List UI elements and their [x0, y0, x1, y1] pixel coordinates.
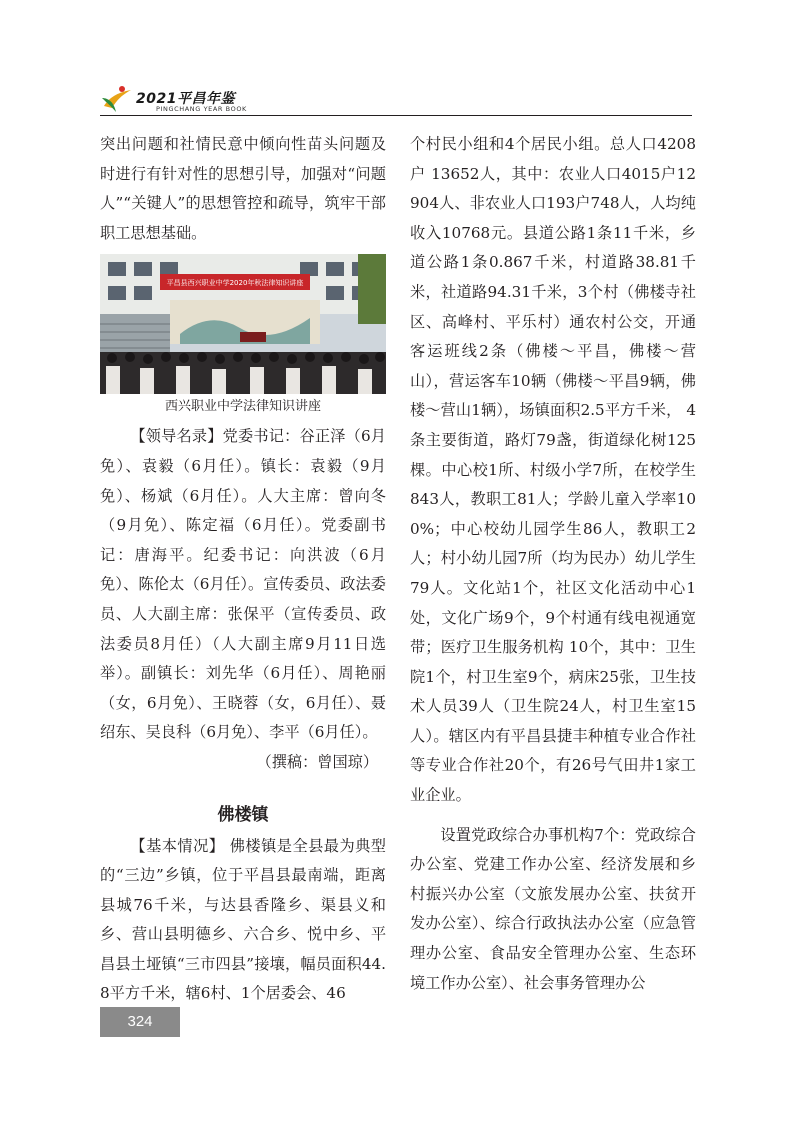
left-column: [100, 130, 386, 1009]
page-number: 324: [100, 1007, 180, 1037]
paragraph-basic-info: 【基本情况】 佛楼镇是全县最为典型的“三边”乡镇，位于平昌县最南端，距离县城76千米，与达县香隆乡、渠县义和乡、营山县明德乡、六合乡、悦中乡、平昌县土垭镇“三市四县”接壤，幅员面积44.8平方千米，辖6村、1个居委会、46: [100, 836, 386, 1003]
section-title: 佛楼镇: [217, 804, 269, 825]
paragraph-institutions: 设置党政综合办事机构7个：党政综合办公室、党建工作办公室、经济发展和乡村振兴办公室（文旅发展办公室、扶贫开发办公室）、综合行政执法办公室（应急管理办公室、食品安全管理办公室、生态环境工作办公室）、社会事务管理办公: [410, 825, 696, 992]
paragraph-leaders: 【领导名录】党委书记：谷正泽（6月免）、袁毅（6月任）。镇长：袁毅（9月免）、杨斌（6月任）。人大主席：曾向冬（9月免）、陈定福（6月任）。党委副书记：唐海平。纪委书记：向洪波（6月免）、陈伦太（6月任）。宣传委员、政法委员、人大副主席：张保平（宣传委员、政法委员8月任）（人大副主席9月11日选举）。副镇长：刘先华（6月任）、周艳丽（女，6月免）、王晓蓉（女，6月任）、聂绍东、吴良科（6月免）、李平（6月任）。: [100, 427, 386, 742]
author-byline: （撰稿：曾国琼）: [256, 752, 378, 771]
paragraph-statistics: 个村民小组和4个居民小组。总人口4208户 13652人，其中：农业人口4015户12904人、非农业人口193户748人，人均纯收入10768元。县道公路1条11千米，乡道公路1条0.867千米，村道路38.81千米，社道路94.31千米，3个村（佛楼寺社区、高峰村、平乐村）通农村公交，开通客运班线2条（佛楼～平昌，佛楼～营山），营运客车10辆（佛楼～平昌9辆，佛楼～营山1辆），场镇面积2.5平方千米， 4条主要街道，路灯79盏，街道绿化树125棵。中心校1所、村级小学7所，在校学生843人，教职工81人；学龄儿童入学率100%；中心校幼儿园学生86人，教职工2人；村小幼儿园7所（均为民办）幼儿学生79人。文化站1个，社区文化活动中心1处，文化广场9个，9个村通有线电视通宽带；医疗卫生服务机构 10个，其中：卫生院1个，村卫生室9个，病床25张，卫生技术人员39人（卫生院24人，村卫生室15人）。辖区内有平昌县捷丰种植专业合作社等专业合作社20个，有26号气田井1家工业企业。: [410, 135, 696, 805]
yearbook-title: 2021平昌年鉴: [136, 91, 235, 107]
yearbook-subtitle: PINGCHANG YEAR BOOK: [156, 105, 247, 113]
header-divider: [100, 115, 692, 116]
photo-caption: 西兴职业中学法律知识讲座: [164, 399, 321, 415]
photo-banner-text: 平昌县西兴职业中学2020年秋法律知识讲座: [166, 279, 304, 288]
lecture-photo: [100, 254, 386, 394]
paragraph-ideology: 突出问题和社情民意中倾向性苗头问题及时进行有针对性的思想引导，加强对“问题人”“关键人”的思想管控和疏导，筑牢干部职工思想基础。: [100, 135, 386, 242]
right-column: [410, 130, 696, 998]
lecture-photo-image: [100, 254, 386, 394]
yearbook-logo: [100, 84, 134, 114]
